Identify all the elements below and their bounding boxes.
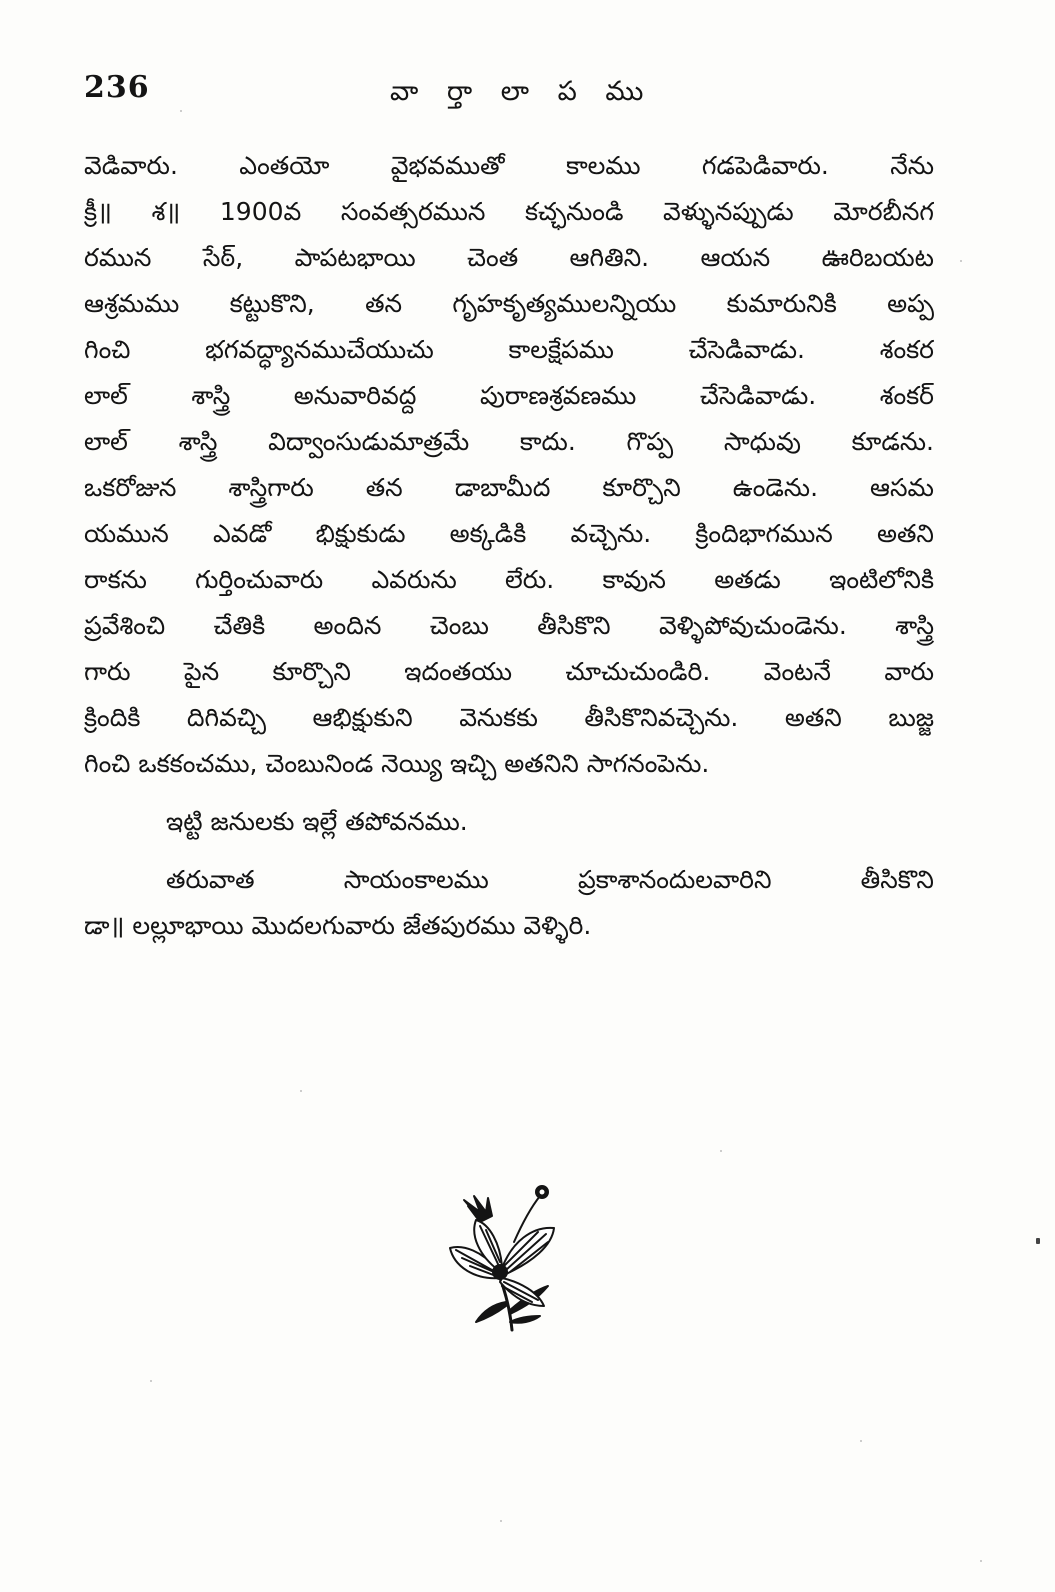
scan-speck [860, 1440, 862, 1442]
text-line: ఒకరోజున శాస్త్రిగారు తన డాబామీద కూర్చొని ఉండెను. ఆసమ [84, 473, 934, 502]
text-line: క్రిందికి దిగివచ్చి ఆభిక్షుకుని వెనుకకు తీసికొనివచ్చెను. అతని బుజ్జ [84, 703, 934, 732]
text-line: గారు పైన కూర్చొని ఇదంతయు చూచుచుండిరి. వెంటనే వారు [84, 657, 934, 686]
page-number: 236 [84, 70, 150, 105]
text-line: ప్రవేశించి చేతికి అందిన చెంబు తీసికొని వెళ్ళిపోవుచుండెను. శాస్త్రి [84, 611, 934, 640]
text-line: లాల్ శాస్త్రి అనువారివద్ద పురాణశ్రవణము చేసెడివాడు. శంకర్ [84, 381, 934, 410]
scan-speck [300, 1090, 302, 1092]
paragraph-gap [84, 787, 934, 799]
text-line: క్రీ॥ శ॥ 1900వ సంవత్సరమున కచ్ఛనుండి వెళ్ళునప్పుడు మోరబీనగ [84, 197, 934, 226]
text-line: ఆశ్రమము కట్టుకొని, తన గృహకృత్యములన్నియు కుమారునికి అప్ప [84, 289, 934, 318]
scan-speck [150, 1380, 152, 1382]
text-line: గించి ఒకకంచము, చెంబునిండ నెయ్యి ఇచ్చి అతనిని సాగనంపెను. [84, 749, 710, 778]
text-line: లాల్ శాస్త్రి విద్వాంసుడుమాత్రమే కాదు. గొప్ప సాధువు కూడను. [84, 427, 934, 456]
scan-speck [1036, 1238, 1040, 1244]
text-line: రమున సేఠ్, పాపటభాయి చెంత ఆగితిని. ఆయన ఊరిబయట [84, 243, 934, 272]
paragraph-gap [84, 845, 934, 857]
flower-ornament-icon [440, 1182, 560, 1332]
text-line: యమున ఎవడో భిక్షుకుడు అక్కడికి వచ్చెను. క్రిందిభాగమున అతని [84, 519, 934, 548]
scan-speck [500, 1520, 502, 1522]
scan-speck [960, 260, 962, 262]
text-line: రాకను గుర్తించువారు ఎవరును లేరు. కావున అతడు ఇంటిలోనికి [84, 565, 934, 594]
scan-speck [180, 110, 182, 112]
text-line: వెడివారు. ఎంతయో వైభవముతో కాలము గడపెడివారు. నేను [84, 151, 934, 180]
running-title: వా ర్తా లా ప ము [390, 76, 654, 107]
scan-speck [720, 1150, 722, 1152]
standalone-sentence: ఇట్టి జనులకు ఇల్లే తపోవనము. [166, 807, 468, 836]
scan-speck [980, 1560, 982, 1562]
text-line: డా॥ లల్లూభాయి మొదలగువారు జేతపురము వెళ్ళిరి. [84, 911, 592, 940]
text-line: గించి భగవద్ధ్యానముచేయుచు కాలక్షేపము చేసెడివాడు. శంకర [84, 335, 934, 364]
text-line: తరువాత సాయంకాలము ప్రకాశానందులవారిని తీసికొని [166, 865, 934, 894]
body-text [84, 143, 934, 949]
